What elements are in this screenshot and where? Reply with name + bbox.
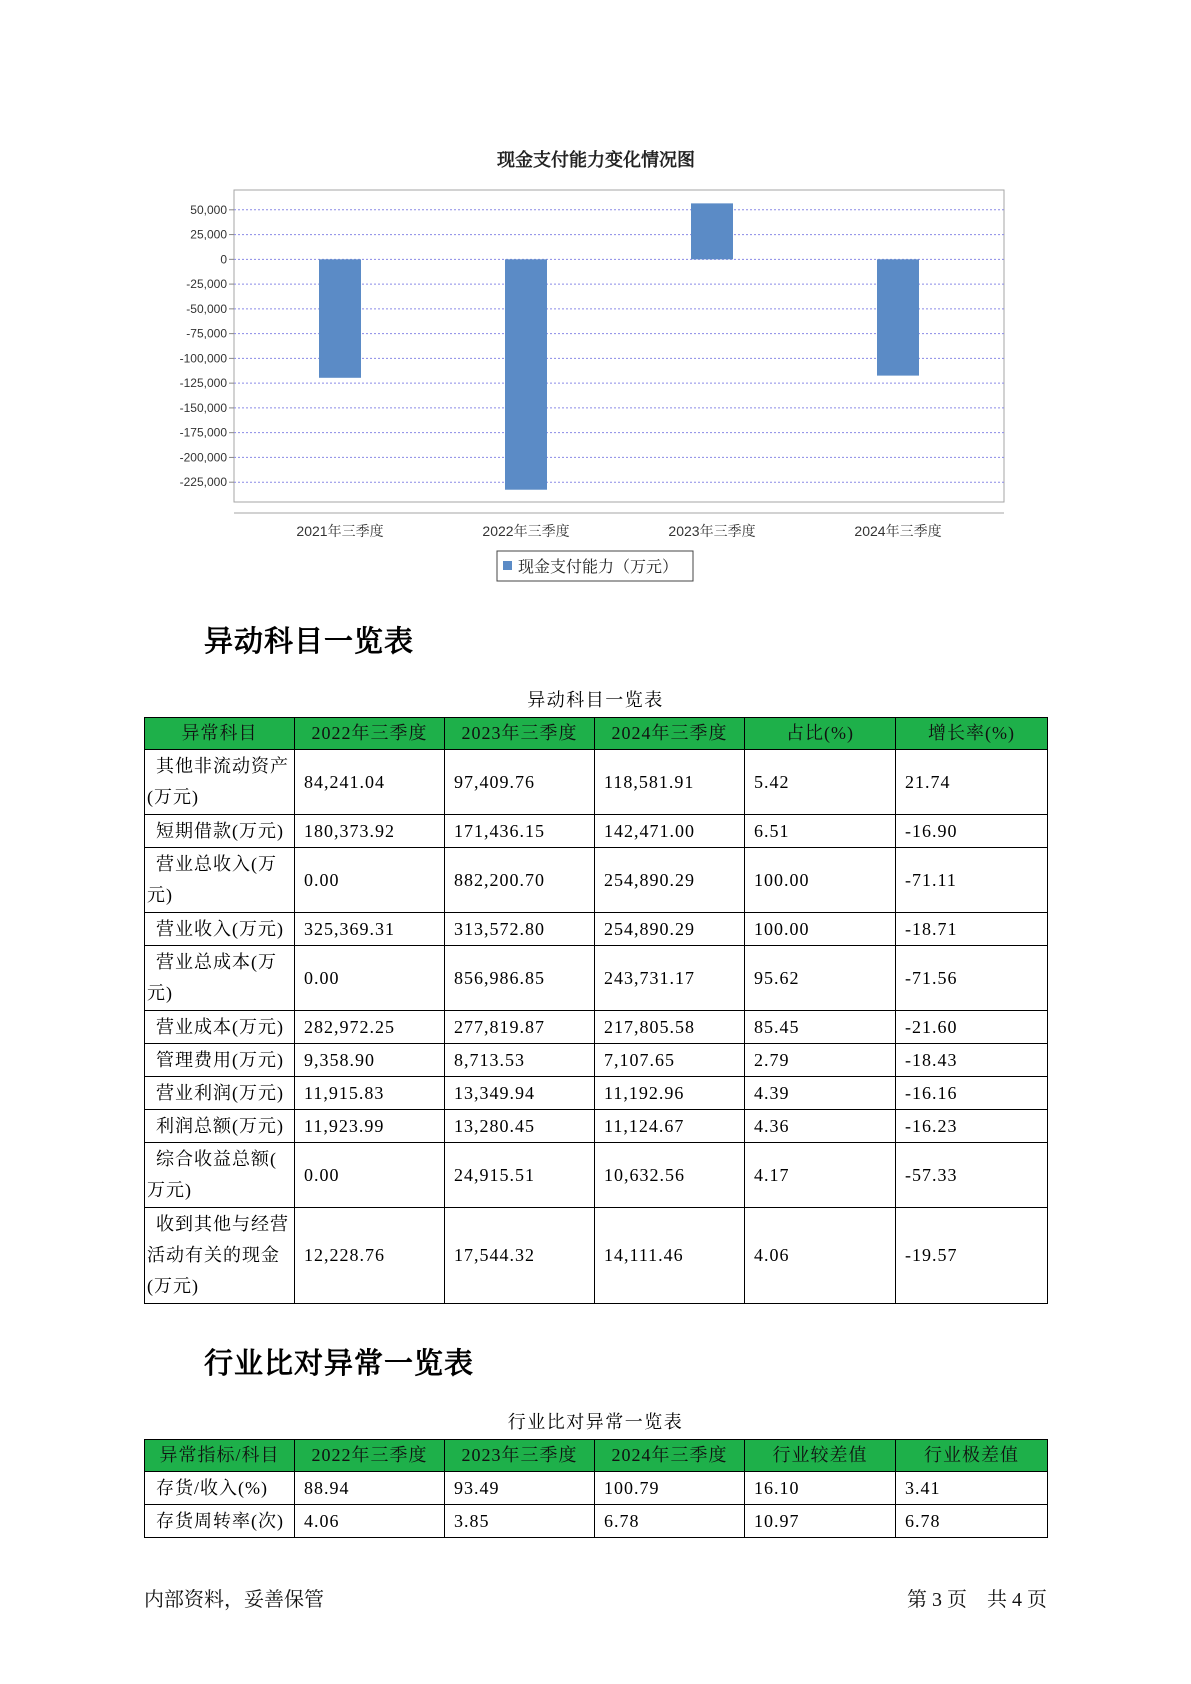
row-label-line: 管理费用(万元) [156,1049,284,1070]
y-tick-label: -50,000 [186,301,227,316]
row-label-line: 营业总收入(万 [156,854,277,874]
row-label-line: 营业收入(万元) [156,918,284,939]
cell-q3-2022: 11,923.99 [295,1110,445,1143]
y-tick-label: -225,000 [179,475,227,490]
x-tick-label: 2024年三季度 [854,523,942,539]
cell-industry-diff: 16.10 [745,1472,896,1505]
cell-share-pct: 95.62 [745,946,896,1011]
cell-q3-2023: 277,819.87 [445,1011,595,1044]
cell-q3-2022: 325,369.31 [295,913,445,946]
cell-q3-2023: 24,915.51 [445,1143,595,1208]
column-header-q3-2024: 2024年三季度 [595,718,745,750]
cell-q3-2024: 7,107.65 [595,1044,745,1077]
cell-growth-pct: -16.16 [896,1077,1048,1110]
bar [877,259,919,375]
cell-q3-2024: 142,471.00 [595,815,745,848]
row-label-line: 元) [147,983,173,1003]
y-tick-label: -125,000 [179,376,227,391]
cell-share-pct: 4.17 [745,1143,896,1208]
footer-confidential-note: 内部资料，妥善保管 [144,1589,324,1611]
cell-q3-2024: 118,581.91 [595,750,745,815]
cell-q3-2022: 9,358.90 [295,1044,445,1077]
row-label-line: 其他非流动资产 [156,756,289,776]
cell-growth-pct: -19.57 [896,1208,1048,1304]
y-tick-label: -150,000 [179,400,227,415]
cell-share-pct: 4.06 [745,1208,896,1304]
cell-share-pct: 6.51 [745,815,896,848]
column-header-subject: 异常科目 [145,718,295,750]
cell-indicator [145,1505,295,1538]
row-label-line: (万元) [147,1276,199,1296]
row-label-line: 存货/收入(%) [156,1477,268,1498]
row-label-line: 万元) [147,1180,192,1200]
bar [319,259,361,377]
cell-q3-2023: 97,409.76 [445,750,595,815]
cell-share-pct: 85.45 [745,1011,896,1044]
cell-growth-pct: -57.33 [896,1143,1048,1208]
section-heading-anomaly-subjects: 异动科目一览表 [204,624,415,658]
row-label-line: (万元) [147,787,199,807]
cell-q3-2023: 13,280.45 [445,1110,595,1143]
cell-share-pct: 5.42 [745,750,896,815]
cell-q3-2023: 13,349.94 [445,1077,595,1110]
cell-q3-2024: 100.79 [595,1472,745,1505]
cell-q3-2023: 171,436.15 [445,815,595,848]
cell-subject [145,1208,295,1304]
table-header-row [145,718,1048,750]
cell-indicator [145,1472,295,1505]
cell-q3-2022: 282,972.25 [295,1011,445,1044]
cell-share-pct: 2.79 [745,1044,896,1077]
cell-subject [145,1011,295,1044]
cell-q3-2023: 856,986.85 [445,946,595,1011]
cell-subject [145,750,295,815]
cell-growth-pct: 21.74 [896,750,1048,815]
x-tick-label: 2021年三季度 [296,523,384,539]
column-header-industry-range: 行业极差值 [896,1440,1048,1472]
cell-growth-pct: -71.56 [896,946,1048,1011]
y-tick-label: -25,000 [186,277,227,292]
total-pages-label: 共 4 页 [987,1589,1047,1611]
anomaly-subjects-table [144,717,1048,1304]
cell-q3-2024: 217,805.58 [595,1011,745,1044]
cell-q3-2023: 17,544.32 [445,1208,595,1304]
table-row [145,1110,1048,1143]
cell-growth-pct: -16.23 [896,1110,1048,1143]
row-label-line: 存货周转率(次) [156,1510,284,1531]
cell-share-pct: 4.36 [745,1110,896,1143]
y-tick-label: -75,000 [186,326,227,341]
cash-payment-capacity-chart [0,0,1191,600]
cell-subject [145,913,295,946]
table-header-row [145,1440,1048,1472]
x-tick-label: 2023年三季度 [668,523,756,539]
bar [505,259,547,489]
column-header-q3-2023: 2023年三季度 [445,718,595,750]
table-body [145,750,1048,1304]
cell-q3-2024: 14,111.46 [595,1208,745,1304]
table-row [145,1505,1048,1538]
table-caption-anomaly-subjects: 异动科目一览表 [527,690,664,710]
row-label-line: 综合收益总额( [156,1149,277,1169]
legend-label: 现金支付能力（万元） [518,557,679,576]
table-row [145,913,1048,946]
chart-legend [497,551,693,581]
cell-q3-2022: 0.00 [295,1143,445,1208]
x-tick-label: 2022年三季度 [482,523,570,539]
bar [691,203,733,259]
y-tick-label: 50,000 [190,202,227,217]
y-tick-label: 0 [220,252,227,267]
row-label-line: 收到其他与经营 [156,1214,289,1234]
cell-q3-2024: 254,890.29 [595,913,745,946]
cell-industry-range: 6.78 [896,1505,1048,1538]
legend-marker [503,561,512,570]
table-row [145,1208,1048,1304]
cell-q3-2023: 8,713.53 [445,1044,595,1077]
chart-title: 现金支付能力变化情况图 [497,150,695,171]
cell-q3-2023: 313,572.80 [445,913,595,946]
cell-growth-pct: -18.71 [896,913,1048,946]
cell-subject [145,1077,295,1110]
table-row [145,750,1048,815]
row-label-line: 利润总额(万元) [156,1115,284,1136]
cell-subject [145,1143,295,1208]
cell-subject [145,815,295,848]
cell-q3-2022: 0.00 [295,848,445,913]
y-tick-label: -100,000 [179,351,227,366]
cell-q3-2024: 6.78 [595,1505,745,1538]
column-header-q3-2022: 2022年三季度 [295,1440,445,1472]
cell-q3-2023: 3.85 [445,1505,595,1538]
row-label-line: 短期借款(万元) [156,820,284,841]
cell-growth-pct: -21.60 [896,1011,1048,1044]
column-header-industry-diff: 行业较差值 [745,1440,896,1472]
cell-share-pct: 100.00 [745,848,896,913]
column-header-share-pct: 占比(%) [745,718,896,750]
industry-comparison-table [144,1439,1048,1538]
cell-q3-2022: 180,373.92 [295,815,445,848]
cell-q3-2023: 882,200.70 [445,848,595,913]
cell-q3-2024: 254,890.29 [595,848,745,913]
footer-page-number [907,1588,1047,1612]
row-label-line: 元) [147,885,173,905]
row-label-line: 活动有关的现金 [147,1245,280,1265]
cell-q3-2024: 11,192.96 [595,1077,745,1110]
cell-growth-pct: -16.90 [896,815,1048,848]
table-body [145,1472,1048,1538]
y-tick-label: -200,000 [179,450,227,465]
table-row [145,1011,1048,1044]
cell-industry-range: 3.41 [896,1472,1048,1505]
table-row [145,815,1048,848]
cell-q3-2022: 4.06 [295,1505,445,1538]
row-label-line: 营业成本(万元) [156,1016,284,1037]
cell-subject [145,1044,295,1077]
y-tick-label: -175,000 [179,425,227,440]
section-heading-industry-comparison: 行业比对异常一览表 [204,1346,475,1380]
column-header-indicator: 异常指标/科目 [145,1440,295,1472]
plot-area [180,190,1004,539]
column-header-q3-2023: 2023年三季度 [445,1440,595,1472]
cell-industry-diff: 10.97 [745,1505,896,1538]
table-caption-industry-comparison: 行业比对异常一览表 [507,1412,684,1432]
table-row [145,1077,1048,1110]
table-row [145,1472,1048,1505]
table-row [145,1044,1048,1077]
column-header-q3-2024: 2024年三季度 [595,1440,745,1472]
cell-q3-2024: 10,632.56 [595,1143,745,1208]
table-row [145,848,1048,913]
cell-q3-2022: 84,241.04 [295,750,445,815]
y-tick-label: 25,000 [190,227,227,242]
column-header-growth-pct: 增长率(%) [896,718,1048,750]
table-row [145,1143,1048,1208]
cell-q3-2024: 243,731.17 [595,946,745,1011]
cell-share-pct: 100.00 [745,913,896,946]
cell-q3-2022: 11,915.83 [295,1077,445,1110]
column-header-q3-2022: 2022年三季度 [295,718,445,750]
cell-growth-pct: -71.11 [896,848,1048,913]
cell-q3-2022: 88.94 [295,1472,445,1505]
row-label-line: 营业利润(万元) [156,1082,284,1103]
cell-q3-2023: 93.49 [445,1472,595,1505]
current-page-label: 第 3 页 [907,1589,967,1611]
table-row [145,946,1048,1011]
row-label-line: 营业总成本(万 [156,952,277,972]
cell-subject [145,946,295,1011]
cell-subject [145,1110,295,1143]
cell-share-pct: 4.39 [745,1077,896,1110]
cell-q3-2022: 0.00 [295,946,445,1011]
cell-growth-pct: -18.43 [896,1044,1048,1077]
cell-subject [145,848,295,913]
cell-q3-2022: 12,228.76 [295,1208,445,1304]
cell-q3-2024: 11,124.67 [595,1110,745,1143]
